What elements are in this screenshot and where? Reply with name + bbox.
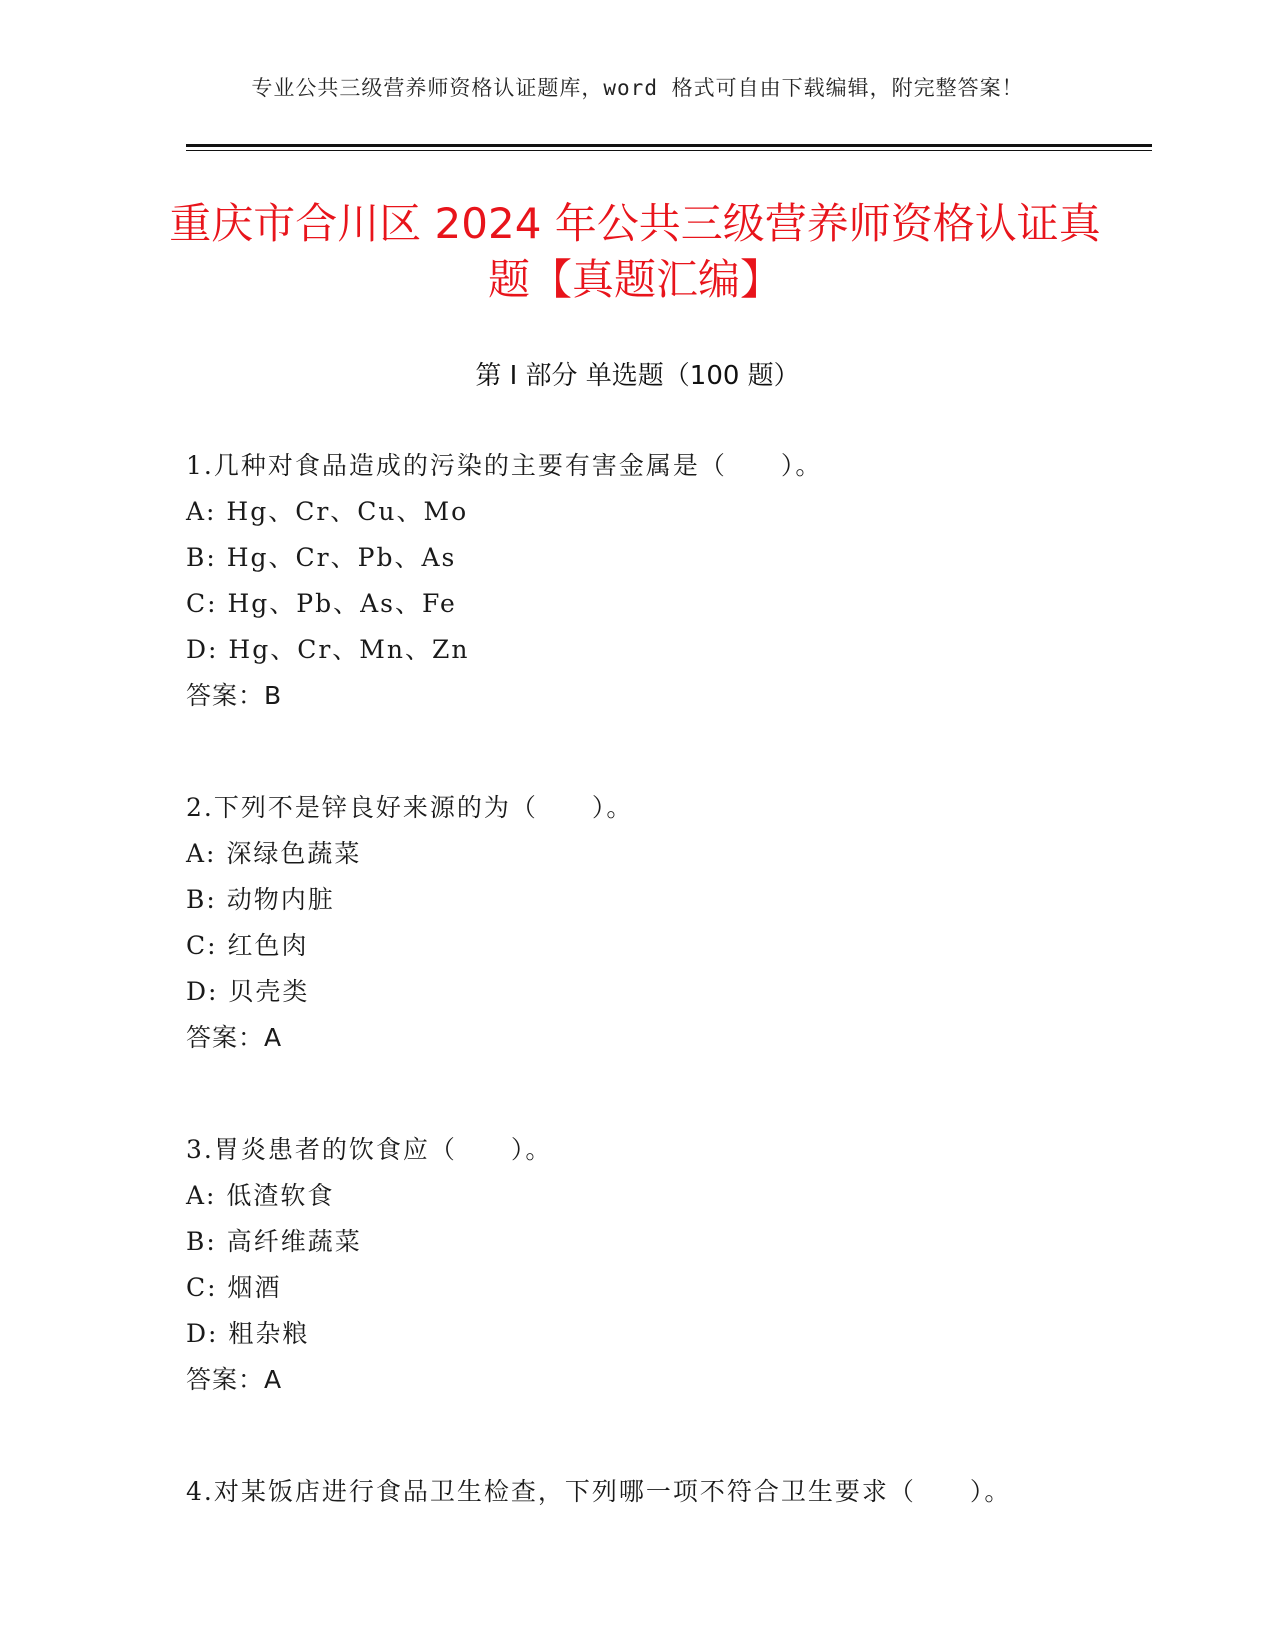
question-stem: 4.对某饭店进行食品卫生检查，下列哪一项不符合卫生要求（ ）。 (186, 1477, 1012, 1506)
answer-line: 答案：A (186, 1023, 283, 1052)
question-stem: 2.下列不是锌良好来源的为（ ）。 (186, 793, 634, 822)
option-b: B: Hg、Cr、Pb、As (186, 543, 457, 572)
option-d: D: 粗杂粮 (186, 1319, 310, 1348)
option-b: B: 动物内脏 (186, 885, 335, 914)
header-divider-thick (186, 144, 1152, 147)
answer-line: 答案：B (186, 681, 283, 710)
answer-line: 答案：A (186, 1365, 283, 1394)
question-stem: 1.几种对食品造成的污染的主要有害金属是（ ）。 (186, 451, 823, 480)
option-b: B: 高纤维蔬菜 (186, 1227, 362, 1256)
header-note: 专业公共三级营养师资格认证题库，word 格式可自由下载编辑，附完整答案！ (251, 76, 1024, 100)
question-list (186, 443, 1086, 1581)
header-divider-thin (186, 150, 1152, 151)
option-c: C: 烟酒 (186, 1273, 282, 1302)
question-stem: 3.胃炎患者的饮食应（ ）。 (186, 1135, 553, 1164)
option-c: C: Hg、Pb、As、Fe (186, 589, 457, 618)
option-a: A: 深绿色蔬菜 (186, 839, 362, 868)
section-heading: 第 I 部分 单选题（100 题） (475, 361, 800, 391)
question-item (186, 1469, 1086, 1515)
question-item (186, 785, 1086, 1061)
option-a: A: 低渣软食 (186, 1181, 335, 1210)
document-title: 重庆市合川区 2024 年公共三级营养师资格认证真题【真题汇编】 (169, 199, 1101, 304)
option-a: A: Hg、Cr、Cu、Mo (186, 497, 469, 526)
question-item (186, 443, 1086, 719)
option-d: D: 贝壳类 (186, 977, 310, 1006)
question-item (186, 1127, 1086, 1403)
option-c: C: 红色肉 (186, 931, 309, 960)
option-d: D: Hg、Cr、Mn、Zn (186, 635, 470, 664)
